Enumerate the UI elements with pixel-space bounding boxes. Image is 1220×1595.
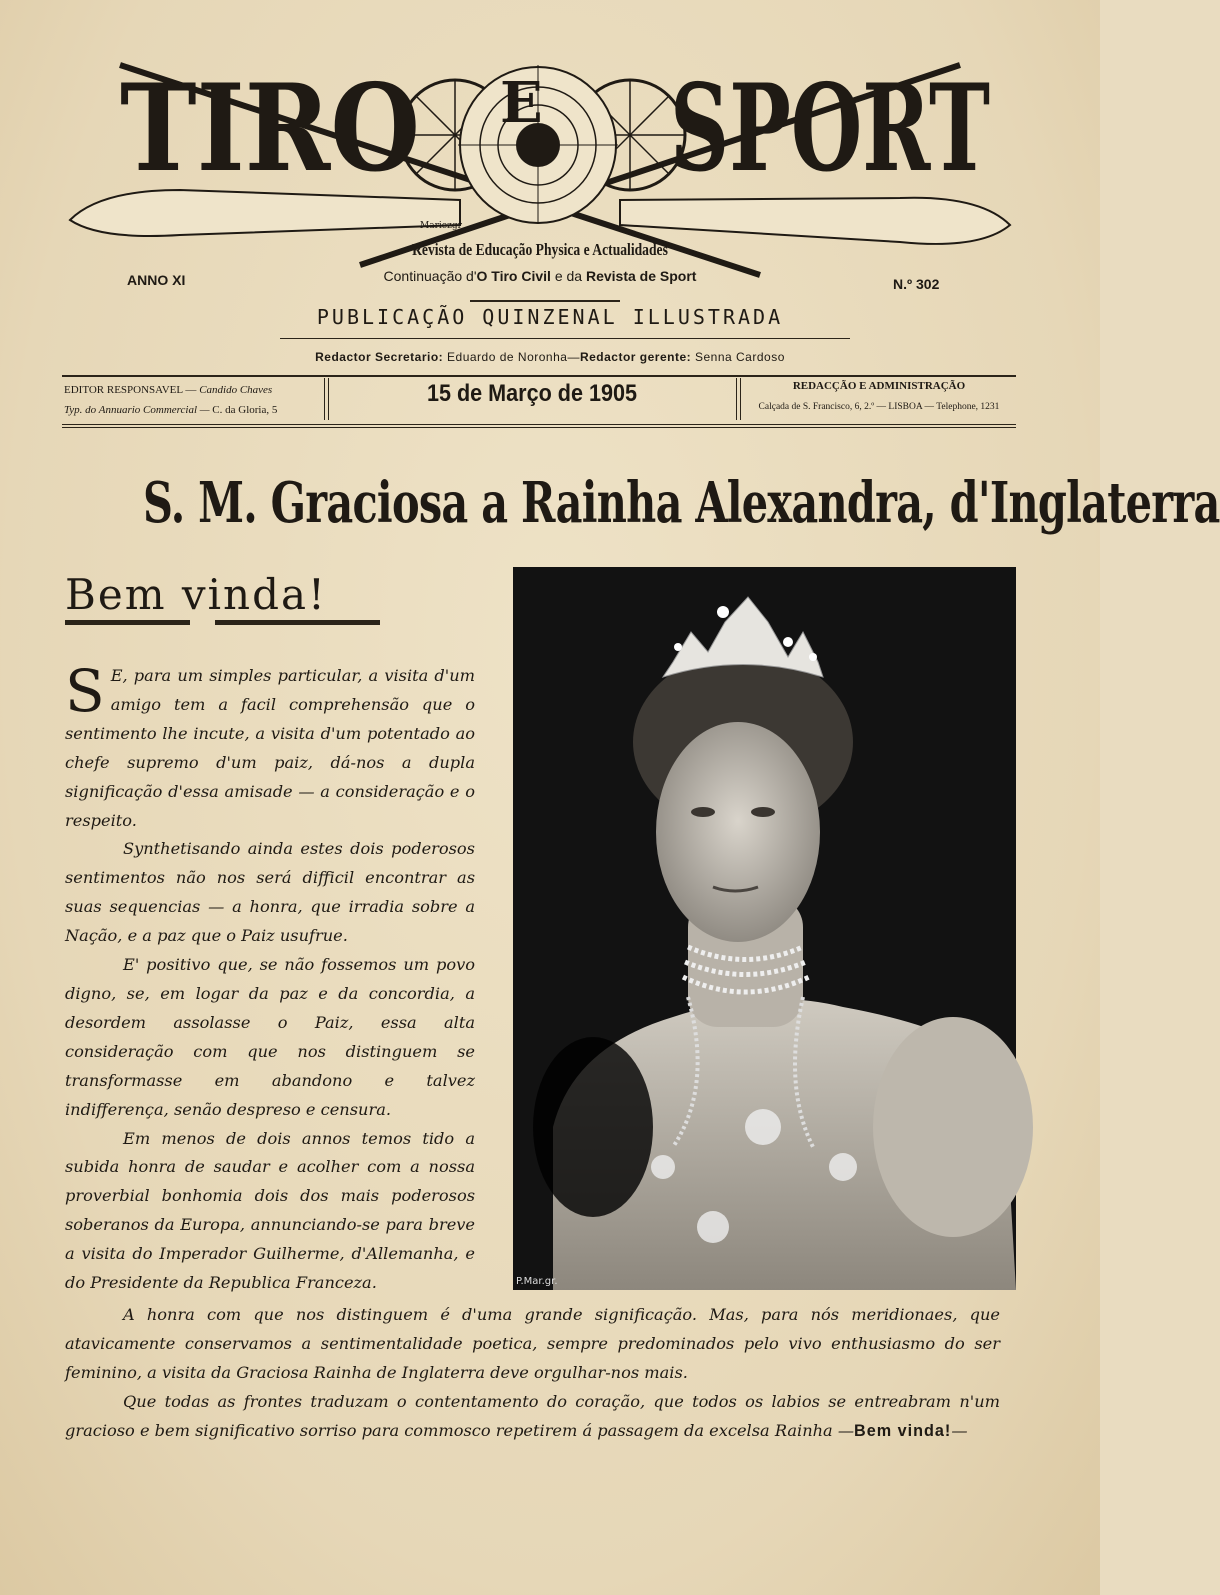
divider xyxy=(328,378,329,420)
masthead-engraver: Mariezgr xyxy=(420,221,462,231)
redactor-gerente-label: Redactor gerente: xyxy=(579,350,692,364)
editor-label: EDITOR RESPONSAVEL — xyxy=(64,384,197,396)
paragraph-6 xyxy=(65,1388,1000,1446)
title-underline xyxy=(65,620,190,625)
issue-number: N.º 302 xyxy=(893,276,940,292)
paragraph-5: A honra com que nos distinguem é d'uma grande significação. Mas, para nós meridionaes, que atavicamente conservamos a sentimentalidade poetica, sempre predominados pelo vivo enthusiasmo do ser feminino, a visita da Graciosa Rainha de Inglaterra deve orgulhar-nos mais. xyxy=(65,1305,1000,1382)
redactor-gerente: Senna Cardoso xyxy=(694,350,785,364)
closing-exclamation: Bem vinda! xyxy=(854,1421,952,1440)
info-bar xyxy=(62,378,1016,426)
portrait-illustration xyxy=(513,567,1016,1290)
redaccao-address: Calçada de S. Francisco, 6, 2.º — LISBOA — Telephone, 1231 xyxy=(758,402,1000,412)
redactor-line: Redactor Secretario: Eduardo de Noronha—Redactor gerente: Senna Cardoso xyxy=(315,350,785,364)
typ-address: C. da Gloria, 5 xyxy=(212,404,278,416)
redaccao-title: REDACÇÃO E ADMINISTRAÇÃO xyxy=(792,380,966,392)
continuation-revista: Revista de Sport xyxy=(585,268,697,284)
divider xyxy=(470,300,620,302)
article-headline: S. M. Graciosa a Rainha Alexandra, d'Inglaterra xyxy=(143,470,1220,536)
masthead-continuation xyxy=(60,268,1020,284)
masthead-subtitle: Revista de Educação Physica e Actualidades xyxy=(412,240,668,259)
section-title: Bem vinda! xyxy=(65,570,327,619)
publication-line: PUBLICAÇÃO QUINZENAL ILLUSTRADA xyxy=(316,305,784,329)
masthead xyxy=(60,50,1020,290)
engraver-mark: P.Mar.gr. xyxy=(516,1276,558,1287)
continuation-mid: e da xyxy=(550,268,586,284)
divider xyxy=(62,375,1016,377)
divider xyxy=(62,424,1016,425)
closing-dash: — xyxy=(951,1420,968,1440)
issue-date: 15 de Março de 1905 xyxy=(426,380,638,407)
title-underline xyxy=(215,620,380,625)
continuation-tiro: O Tiro Civil xyxy=(476,268,551,284)
paragraph-3: E' positivo que, se não fossemos um povo digno, se, em logar da paz e da concordia, a desordem assolasse o Paiz, essa alta consideração com que nos distinguem se transformasse em abandono e talvez indifferença, senão despreso e censura. xyxy=(65,955,475,1119)
masthead-title-e: E xyxy=(500,70,543,136)
paragraph-6-text: Que todas as frontes traduzam o contentamento do coração, que todos os labios se entreabram n'um gracioso e bem significativo sorriso para commosco repetirem á passagem da excelsa Rainha — xyxy=(65,1391,1000,1440)
divider xyxy=(740,378,741,420)
typ-label: Typ. do Annuario Commercial — xyxy=(64,404,210,416)
queen-portrait xyxy=(513,567,1016,1290)
continuation-prefix: Continuação d' xyxy=(383,268,477,284)
redaccao-info xyxy=(742,380,1016,412)
redactor-secretario-label: Redactor Secretario: xyxy=(315,350,444,364)
article-column xyxy=(65,657,475,1298)
masthead-title-left: TIRO xyxy=(120,58,420,199)
paragraph-4: Em menos de dois annos temos tido a subida honra de saudar e acolher com a nossa proverbial bonhomia dois dos mais poderosos soberanos da Europa, annunciando-se para breve a visita do Imperador Guilherme, d'Allemanha, e do Presidente da Republica Franceza. xyxy=(65,1128,475,1293)
divider xyxy=(324,378,325,420)
redactor-secretario: Eduardo de Noronha xyxy=(447,350,568,364)
article-conclusion xyxy=(65,1301,1000,1446)
divider xyxy=(736,378,737,420)
masthead-title-right: SPORT xyxy=(670,58,990,199)
paragraph-1: E, para um simples particular, a visita d'um amigo tem a facil comprehensão que o sentimento lhe incute, a visita d'um potentado ao chefe supremo d'um paiz, dá-nos a dupla significação d'essa amisade — a consideração e o respeito. xyxy=(65,666,475,830)
drop-cap: S xyxy=(65,657,105,725)
editor-name: Candido Chaves xyxy=(199,384,273,396)
issue-year: ANNO XI xyxy=(127,272,186,288)
editor-info xyxy=(64,380,319,420)
paragraph-2: Synthetisando ainda estes dois poderosos sentimentos não nos será difficil encontrar as suas sequencias — a honra, que irradia sobre a Nação, e a paz que o Paiz usufrue. xyxy=(65,839,475,946)
divider xyxy=(280,338,850,339)
divider xyxy=(62,427,1016,428)
